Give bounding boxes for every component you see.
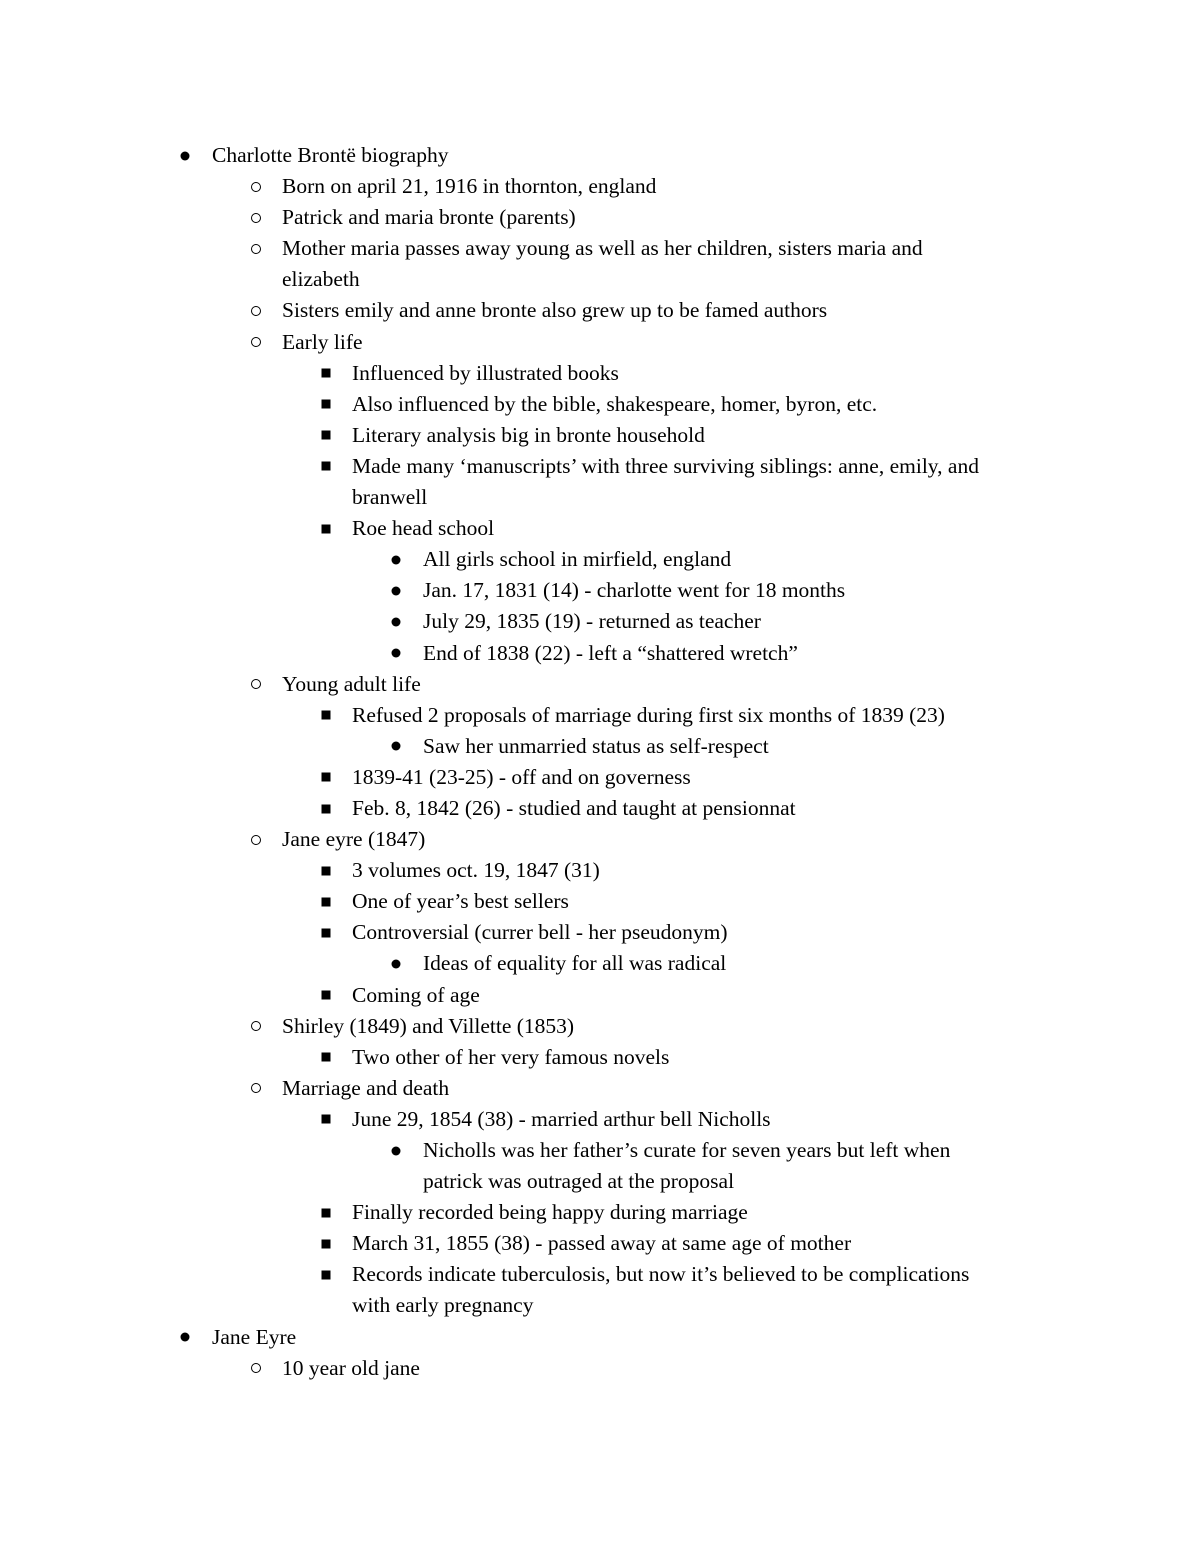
list-item-continuation: [0, 264, 1200, 295]
list-item-text: Ideas of equality for all was radical: [423, 951, 727, 976]
list-item: [0, 513, 1200, 544]
square-bullet-icon: [316, 855, 336, 886]
list-item-text: Controversial (currer bell - her pseudonym): [352, 920, 728, 945]
list-item-continuation: [0, 482, 1200, 513]
list-item: [0, 700, 1200, 731]
list-item: [0, 140, 1200, 171]
list-item: [0, 575, 1200, 606]
list-item-text: 10 year old jane: [282, 1355, 420, 1380]
list-item-text: All girls school in mirfield, england: [423, 547, 732, 572]
square-bullet-icon: [316, 1228, 336, 1259]
list-item-text: Coming of age: [352, 982, 480, 1007]
disc-bullet-icon: [175, 140, 195, 171]
list-item: [0, 1135, 1200, 1166]
list-item-text: July 29, 1835 (19) - returned as teacher: [423, 609, 761, 634]
list-item-text: Influenced by illustrated books: [352, 360, 619, 385]
list-item-text: Charlotte Brontë biography: [212, 143, 449, 167]
list-item-text: Finally recorded being happy during marriage: [352, 1200, 748, 1225]
list-item-text: June 29, 1854 (38) - married arthur bell Nicholls: [352, 1106, 771, 1131]
list-item-text: 1839-41 (23-25) - off and on governess: [352, 764, 691, 789]
list-item-text: Early life: [282, 329, 363, 354]
list-item: [0, 358, 1200, 389]
square-bullet-icon: [316, 420, 336, 451]
disc-bullet-icon: [386, 638, 406, 669]
square-bullet-icon: [316, 1197, 336, 1228]
list-item: [0, 327, 1200, 358]
list-item: [0, 1011, 1200, 1042]
list-item: [0, 171, 1200, 202]
circle-bullet-icon: [246, 1353, 266, 1384]
square-bullet-icon: [316, 700, 336, 731]
square-bullet-icon: [316, 762, 336, 793]
circle-bullet-icon: [246, 327, 266, 358]
list-item-text: One of year’s best sellers: [352, 889, 569, 914]
document-page: [0, 140, 1200, 1384]
list-item-text: March 31, 1855 (38) - passed away at same age of mother: [352, 1231, 852, 1256]
list-item-text: with early pregnancy: [352, 1293, 534, 1318]
list-item-text: branwell: [352, 485, 428, 510]
circle-bullet-icon: [246, 202, 266, 233]
list-item: [0, 917, 1200, 948]
list-item-continuation: [0, 1166, 1200, 1197]
list-item: [0, 1322, 1200, 1353]
list-item: [0, 1228, 1200, 1259]
list-item-text: Young adult life: [282, 671, 421, 696]
list-item: [0, 1353, 1200, 1384]
square-bullet-icon: [316, 1104, 336, 1135]
list-item-text: Literary analysis big in bronte household: [352, 422, 705, 447]
circle-bullet-icon: [246, 233, 266, 264]
circle-bullet-icon: [246, 824, 266, 855]
square-bullet-icon: [316, 980, 336, 1011]
list-item-text: Jane eyre (1847): [282, 827, 426, 852]
list-item-text: Records indicate tuberculosis, but now it’s believed to be complications: [352, 1262, 970, 1287]
list-item-text: Roe head school: [352, 516, 495, 541]
list-item: [0, 824, 1200, 855]
square-bullet-icon: [316, 389, 336, 420]
list-item-text: End of 1838 (22) - left a “shattered wretch”: [423, 640, 798, 665]
list-item-text: Born on april 21, 1916 in thornton, england: [282, 174, 657, 199]
list-item-text: Mother maria passes away young as well as her children, sisters maria and: [282, 236, 923, 261]
list-item-text: patrick was outraged at the proposal: [423, 1169, 735, 1194]
list-item-text: Patrick and maria bronte (parents): [282, 205, 576, 230]
list-item: [0, 544, 1200, 575]
square-bullet-icon: [316, 451, 336, 482]
circle-bullet-icon: [246, 171, 266, 202]
square-bullet-icon: [316, 886, 336, 917]
list-item-text: Sisters emily and anne bronte also grew up to be famed authors: [282, 298, 828, 323]
list-item: [0, 762, 1200, 793]
circle-bullet-icon: [246, 669, 266, 700]
list-item: [0, 451, 1200, 482]
list-item-text: Also influenced by the bible, shakespeare, homer, byron, etc.: [352, 391, 878, 416]
list-item-text: Feb. 8, 1842 (26) - studied and taught at pensionnat: [352, 795, 796, 820]
list-item: [0, 202, 1200, 233]
list-item: [0, 606, 1200, 637]
square-bullet-icon: [316, 1042, 336, 1073]
disc-bullet-icon: [386, 1135, 406, 1166]
list-item: [0, 948, 1200, 979]
list-item: [0, 855, 1200, 886]
list-item: [0, 886, 1200, 917]
list-item-text: Saw her unmarried status as self-respect: [423, 733, 769, 758]
list-item-text: Made many ‘manuscripts’ with three surviving siblings: anne, emily, and: [352, 453, 979, 478]
list-item-text: Refused 2 proposals of marriage during first six months of 1839 (23): [352, 702, 945, 727]
list-item-text: Shirley (1849) and Villette (1853): [282, 1013, 575, 1038]
list-item-text: Jane Eyre: [212, 1324, 297, 1349]
list-item: [0, 731, 1200, 762]
list-item: [0, 1259, 1200, 1290]
list-item-text: Nicholls was her father’s curate for seven years but left when: [423, 1138, 951, 1162]
list-item-text: Two other of her very famous novels: [352, 1044, 670, 1069]
disc-bullet-icon: [386, 731, 406, 762]
list-item: [0, 420, 1200, 451]
list-item: [0, 1104, 1200, 1135]
disc-bullet-icon: [386, 948, 406, 979]
list-item: [0, 669, 1200, 700]
square-bullet-icon: [316, 513, 336, 544]
list-item: [0, 233, 1200, 264]
disc-bullet-icon: [386, 544, 406, 575]
square-bullet-icon: [316, 917, 336, 948]
disc-bullet-icon: [386, 575, 406, 606]
disc-bullet-icon: [386, 606, 406, 637]
list-item: [0, 980, 1200, 1011]
square-bullet-icon: [316, 793, 336, 824]
list-item-continuation: [0, 1290, 1200, 1321]
list-item: [0, 1197, 1200, 1228]
list-item: [0, 638, 1200, 669]
circle-bullet-icon: [246, 1073, 266, 1104]
square-bullet-icon: [316, 358, 336, 389]
list-item: [0, 1073, 1200, 1104]
circle-bullet-icon: [246, 295, 266, 326]
list-item-text: 3 volumes oct. 19, 1847 (31): [352, 858, 600, 883]
list-item: [0, 389, 1200, 420]
list-item: [0, 793, 1200, 824]
list-item-text: elizabeth: [282, 267, 360, 292]
disc-bullet-icon: [175, 1322, 195, 1353]
list-item: [0, 1042, 1200, 1073]
list-item: [0, 295, 1200, 326]
list-item-text: Jan. 17, 1831 (14) - charlotte went for 18 months: [423, 578, 846, 603]
circle-bullet-icon: [246, 1011, 266, 1042]
square-bullet-icon: [316, 1259, 336, 1290]
list-item-text: Marriage and death: [282, 1075, 450, 1100]
